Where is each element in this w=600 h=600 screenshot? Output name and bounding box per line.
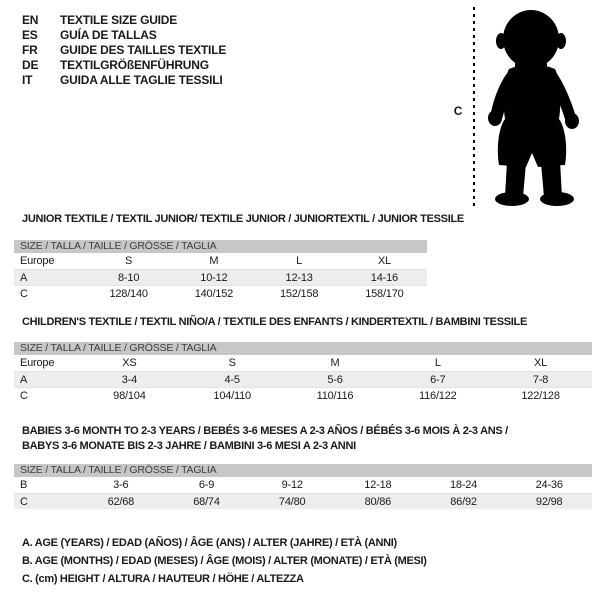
row-label: A [20,272,28,284]
table-cell: 128/140 [109,288,148,300]
table-row [14,253,427,269]
table-cell: 116/122 [419,390,457,402]
table-cell: L [296,255,303,267]
toddler-silhouette-icon [481,5,594,208]
table-cell: 110/116 [316,390,354,402]
table-cell: 68/74 [193,496,220,508]
size-table-header-bar: SIZE / TALLA / TAILLE / GRÖSSE / TAGLIA [14,464,592,477]
section-title-line: BABYS 3-6 MONATE BIS 2-3 JAHRE / BAMBINI 3-6 MESI A 2-3 ANNI [22,440,356,452]
table-row [14,371,592,387]
table-cell: L [434,357,441,369]
table-cell: 10-12 [200,272,228,284]
table-cell: XL [377,255,391,267]
table-cell: 12-13 [285,272,313,284]
size-table-junior [14,240,427,301]
language-title: GUÍA DE TALLAS [60,28,157,42]
footnote-c: C. (cm) HEIGHT / ALTURA / HAUTEUR / HÖHE / ALTEZZA [22,573,304,585]
row-label: Europe [20,357,55,369]
size-table-children [14,342,592,403]
language-code: EN [22,13,39,27]
row-label: A [20,374,28,386]
table-cell: S [125,255,133,267]
footnote-legend [22,534,427,588]
language-row [22,13,226,28]
language-row [22,43,226,58]
table-cell: 80/86 [364,496,392,508]
section-title-junior [22,212,464,227]
table-cell: 3-6 [113,479,129,491]
table-cell: 4-5 [224,374,240,386]
table-cell: 6-9 [198,479,215,491]
table-cell: M [330,357,340,369]
table-cell: 86/92 [450,496,477,508]
table-cell: 158/170 [365,288,404,300]
footnote-a: A. AGE (YEARS) / EDAD (AÑOS) / ÂGE (ANS) / ALTER (JAHRE) / ETÀ (ANNI) [22,537,397,549]
table-cell: 12-18 [364,479,392,491]
language-code: ES [22,28,38,42]
height-measure-label: C [453,104,463,118]
section-title-line: BABIES 3-6 MONTH TO 2-3 YEARS / BEBÉS 3-6 MESES A 2-3 AÑOS / BÉBÉS 3-6 MOIS À 2-3 ANS / [22,425,508,437]
row-label: C [20,288,28,300]
row-label: C [20,390,28,402]
language-row [22,58,226,73]
table-cell: 8-10 [118,272,140,284]
size-table-header-bar: SIZE / TALLA / TAILLE / GRÖSSE / TAGLIA [14,240,427,253]
size-table-rows [14,253,427,301]
table-cell: 92/98 [535,496,563,508]
table-row [14,493,592,509]
table-cell: 24-36 [535,479,563,491]
table-cell: 14-16 [370,272,398,284]
table-cell: M [209,255,219,267]
footnote-b: B. AGE (MONTHS) / EDAD (MESES) / ÂGE (MOIS) / ALTER (MONATE) / ETÀ (MESI) [22,555,427,567]
table-row [14,355,592,371]
language-title: GUIDE DES TAILLES TEXTILE [60,43,227,57]
language-code: FR [22,43,38,57]
table-cell: 98/104 [113,390,146,402]
row-label: C [20,496,28,508]
table-row [14,477,592,493]
table-cell: 122/128 [521,390,560,402]
language-title: GUIDA ALLE TAGLIE TESSILI [60,73,223,87]
table-cell: 6-7 [430,374,446,386]
table-cell: 104/110 [213,390,251,402]
table-cell: 9-12 [281,479,303,491]
row-label: Europe [20,255,55,267]
language-code: DE [22,58,39,72]
table-cell: 74/80 [278,496,306,508]
table-cell: 62/68 [107,496,135,508]
table-cell: XL [534,357,548,369]
section-title-children [22,315,527,330]
table-cell: XS [122,357,137,369]
table-row [14,269,427,285]
row-label: B [20,479,28,491]
language-list [22,13,226,88]
section-title-babies [22,424,508,454]
size-table-rows [14,355,592,403]
size-table-babies [14,464,592,509]
language-row [22,73,226,88]
table-cell: 7-8 [532,374,549,386]
language-title: TEXTILGRÖßENFÜHRUNG [60,58,209,72]
language-row [22,28,226,43]
table-cell: 152/158 [279,288,319,300]
size-table-rows [14,477,592,509]
table-cell: S [228,357,236,369]
table-cell: 18-24 [449,479,478,491]
language-title: TEXTILE SIZE GUIDE [60,13,178,27]
table-cell: 3-4 [121,374,138,386]
language-code: IT [22,73,33,87]
table-row [14,285,427,301]
height-measure-dashed-line [473,7,475,206]
table-cell: 140/152 [194,288,234,300]
size-table-header-bar: SIZE / TALLA / TAILLE / GRÖSSE / TAGLIA [14,342,592,355]
table-row [14,387,592,403]
table-cell: 5-6 [327,374,343,386]
section-title-line: JUNIOR TEXTILE / TEXTIL JUNIOR/ TEXTILE JUNIOR / JUNIORTEXTIL / JUNIOR TESSILE [22,213,464,225]
section-title-line: CHILDREN'S TEXTILE / TEXTIL NIÑO/A / TEXTILE DES ENFANTS / KINDERTEXTIL / BAMBINI TESSILE [22,316,527,328]
